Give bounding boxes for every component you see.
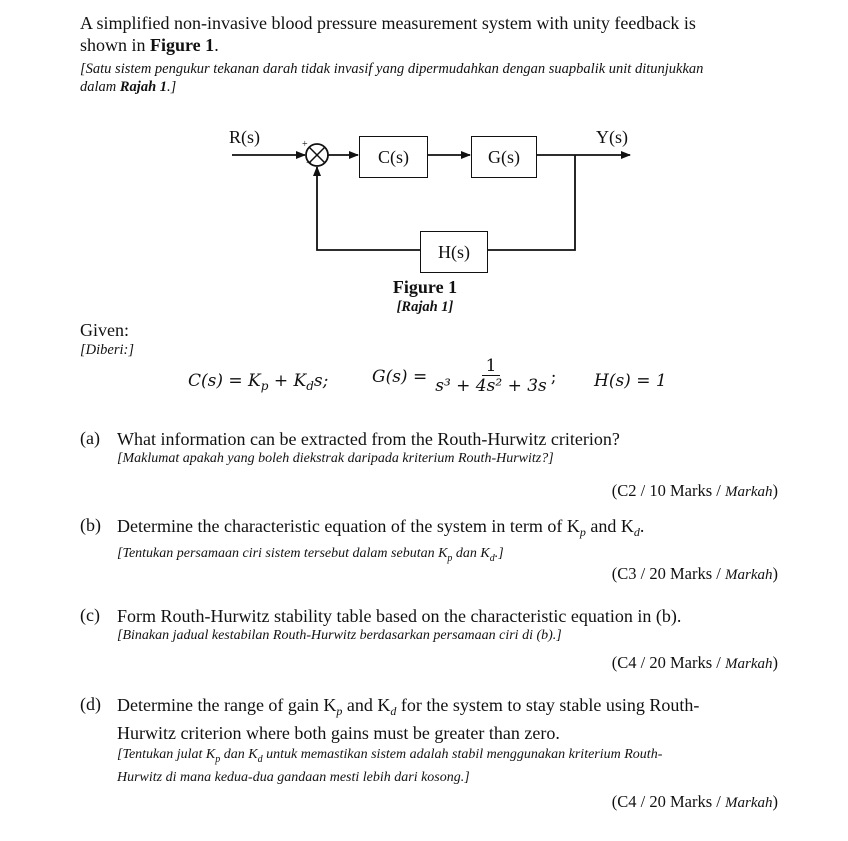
intro-ms: [Satu sistem pengukur tekanan darah tidak invasif yang dipermudahkan dengan suapbalik unit ditunjukkan dalam Rajah 1.] [80,61,704,95]
plus-sign: + [302,139,308,150]
plant-numerator: 1 [482,357,501,376]
question-d [117,694,779,787]
intro-en-line1: A simplified non-invasive blood pressure measurement system with unity feedback is [80,13,696,33]
eq-plant: G(s) = $\frac{1}{\text{s³ + 4s² + 3s}}$ ; [372,356,557,396]
question-d-label: (d) [80,694,101,714]
question-d-marks: (C4 / 20 Marks / Markah) [611,792,778,811]
question-c [117,605,779,645]
question-d-ms-line1: [Tentukan julat $K_p$ dan $K_d$ untuk memastikan sistem adalah stabil menggunakan kriterium Routh- [117,747,663,765]
plant-fraction [431,357,551,396]
eq-controller: $C(s) = K_p + K_ds$; [188,371,329,393]
controller-label: C(s) [378,146,409,167]
feedback-line-left [317,167,420,250]
intro-en-line2: shown in Figure 1. [80,35,219,55]
question-a [117,428,779,468]
question-b-ms: [Tentukan persamaan ciri sistem tersebut dalam sebutan $K_p$ dan $K_d$.] [117,546,504,564]
question-a-marks: (C2 / 10 Marks / Markah) [611,481,778,500]
question-c-label: (c) [80,605,100,625]
caption-en: Figure 1 [392,277,458,297]
question-c-marks: (C4 / 20 Marks / Markah) [611,653,778,672]
feedback-block [420,231,488,273]
feedback-label: H(s) [438,241,470,262]
question-b-label: (b) [80,515,101,535]
question-b [117,515,779,568]
question-c-ms: [Binakan jadual kestabilan Routh-Hurwitz berdasarkan persamaan ciri di (b).] [117,628,562,643]
question-d-en-line1: Determine the range of gain $K_p$ and $K_d$ for the system to stay stable using Routh- [117,695,700,718]
controller-block [359,136,428,178]
question-a-label: (a) [80,428,100,448]
given-label-ms: [Diberi:] [80,342,134,358]
question-a-ms: [Maklumat apakah yang boleh diekstrak daripada kriterium Routh-Hurwitz?] [117,451,554,466]
eq-feedback: H(s) = 1 [594,371,667,391]
question-d-ms-line2: Hurwitz di mana kedua-dua gandaan mesti lebih dari kosong.] [117,770,470,785]
question-b-en: Determine the characteristic equation of the system in term of $K_p$ and $K_d$. [117,516,645,539]
plant-denominator: s³ + 4s² + 3s [435,376,547,396]
plant-label: G(s) [488,146,520,167]
plant-block [471,136,537,178]
question-a-en: What information can be extracted from the Routh-Hurwitz criterion? [117,429,620,449]
input-label: R(s) [229,127,260,147]
caption-ms: [Rajah 1] [396,299,454,315]
question-d-en-line2: Hurwitz criterion where both gains must be greater than zero. [117,723,560,743]
question-c-en: Form Routh-Hurwitz stability table based on the characteristic equation in (b). [117,606,682,626]
given-label: Given: [80,320,129,340]
question-b-marks: (C3 / 20 Marks / Markah) [611,564,778,583]
minus-sign: − [306,158,312,169]
output-label: Y(s) [596,127,628,147]
figure-caption [370,276,480,316]
